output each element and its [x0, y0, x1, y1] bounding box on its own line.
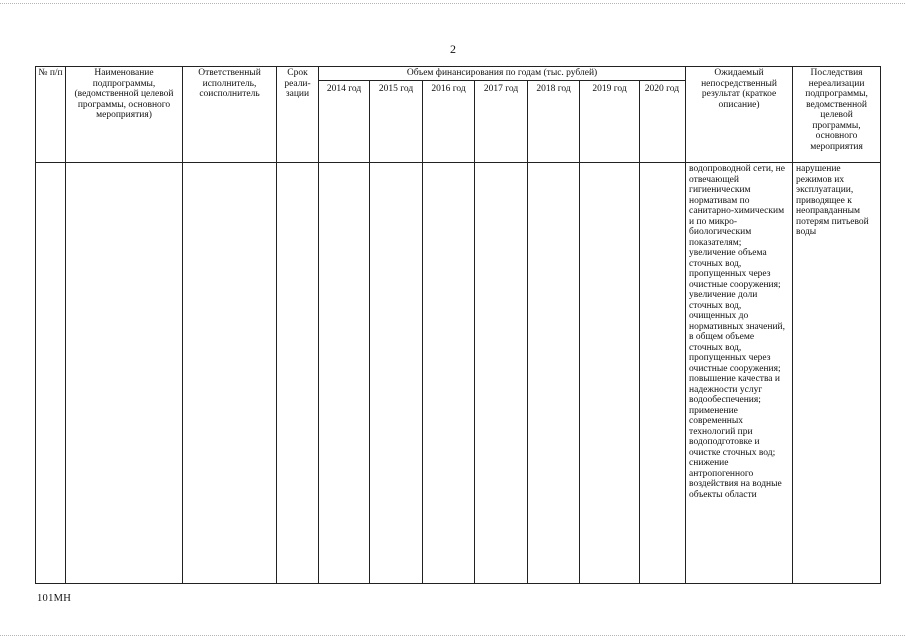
- cell-responsible: [183, 163, 277, 584]
- cell-name: [66, 163, 183, 584]
- header-expected-result: Ожидаемый непосредственный результат (краткое описание): [686, 67, 793, 163]
- cell-num: [36, 163, 66, 584]
- header-row: [36, 67, 881, 81]
- page-number: 2: [450, 42, 456, 56]
- cell-year-2015: [370, 163, 423, 584]
- cell-consequences: нарушение режимов их эксплуатации, приводящее к неоправданным потерям питьевой воды: [793, 163, 881, 584]
- cell-year-2014: [319, 163, 370, 584]
- header-year-2016: 2016 год: [423, 81, 475, 163]
- program-table: [35, 66, 881, 584]
- header-year-2018: 2018 год: [528, 81, 580, 163]
- header-financing: Объем финансирования по годам (тыс. рублей): [319, 67, 686, 81]
- cell-term: [277, 163, 319, 584]
- table-row: [36, 163, 881, 584]
- scan-edge-bottom: [0, 635, 905, 636]
- cell-year-2019: [580, 163, 640, 584]
- header-year-2020: 2020 год: [640, 81, 686, 163]
- header-responsible: Ответственный исполнитель, соисполнитель: [183, 67, 277, 163]
- footer-code: 101МН: [37, 593, 72, 604]
- scan-edge-top: [0, 3, 905, 4]
- cell-year-2020: [640, 163, 686, 584]
- cell-year-2017: [475, 163, 528, 584]
- header-term: Срок реали-зации: [277, 67, 319, 163]
- header-name: Наименование подпрограммы, (ведомственной целевой программы, основного мероприятия): [66, 67, 183, 163]
- header-consequences: Последствия нереализации подпрограммы, ведомственной целевой программы, основного мероприятия: [793, 67, 881, 163]
- cell-expected-result: водопроводной сети, не отвечающей гигиеническим нормативам по санитарно-химическим и по микро-биологическим показателям; увеличение объема сточных вод, пропущенных через очистные сооружения; увеличение доли сточных вод, очищенных до нормативных значений, в общем объеме сточных вод, пропущенных через очистные сооружения; повышение качества и надежности услуг водообеспечения; применение современных технологий при водоподготовке и очистке сточных вод; снижение антропогенного воздействия на водные объекты области: [686, 163, 793, 584]
- cell-year-2018: [528, 163, 580, 584]
- header-year-2019: 2019 год: [580, 81, 640, 163]
- header-year-2014: 2014 год: [319, 81, 370, 163]
- header-num: № п/п: [36, 67, 66, 163]
- cell-year-2016: [423, 163, 475, 584]
- header-year-2017: 2017 год: [475, 81, 528, 163]
- header-year-2015: 2015 год: [370, 81, 423, 163]
